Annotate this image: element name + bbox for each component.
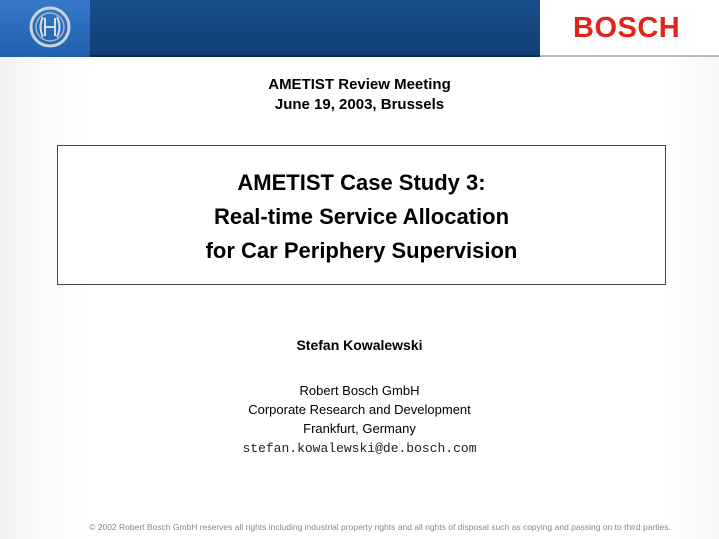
header-logo-panel [0,0,90,57]
title-box [57,145,666,285]
title-line-3: for Car Periphery Supervision [205,238,518,263]
affiliation-department: Corporate Research and Development [248,402,471,417]
copyright-footer: © 2002 Robert Bosch GmbH reserves all rights including industrial property rights and all rights of disposal such as copying and passing on to third parties. [89,522,671,532]
title-line-2: Real-time Service Allocation [213,204,510,229]
bosch-armature-logo-icon [29,6,71,48]
affiliation-company: Robert Bosch GmbH [299,383,420,398]
meeting-title: AMETIST Review Meeting [268,76,451,93]
affiliation-location: Frankfurt, Germany [303,421,416,436]
meeting-date-place: June 19, 2003, Brussels [274,96,445,113]
title-line-1: AMETIST Case Study 3: [237,170,486,195]
header-bar [90,0,540,57]
author-email: stefan.kowalewski@de.bosch.com [242,441,477,456]
author-name: Stefan Kowalewski [296,337,423,353]
bosch-wordmark: BOSCH [573,12,681,44]
